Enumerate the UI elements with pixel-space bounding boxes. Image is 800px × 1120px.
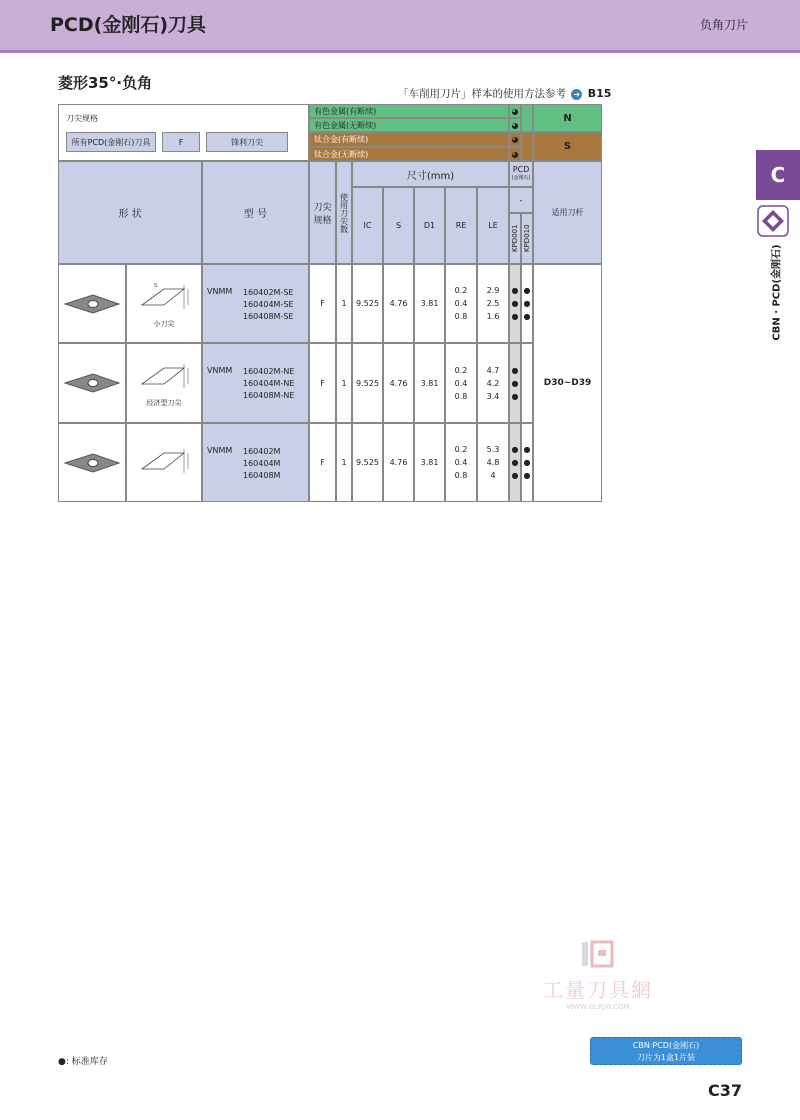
re-value: 0.8 [454,471,468,480]
section-title: 菱形35°·负角 [58,74,153,92]
material-row: 有色金属(有断续) [309,104,509,118]
group-s: S [533,132,602,161]
header-category: 负角刀片 [699,18,748,32]
le-value: 2.5 [486,299,500,308]
col-shape: 形 状 [58,161,202,264]
model-series: VNMM [207,366,233,375]
row-ic: 9.525 [352,264,383,343]
model-number: 160408M-NE [243,391,295,400]
insert-photo [58,343,126,423]
holder-value: D30~D39 [533,264,602,502]
row-d1: 3.81 [414,343,445,423]
re-value: 0.8 [454,312,468,321]
re-value: 0.2 [454,286,468,295]
header-divider [0,50,800,53]
stock-dot: ● [523,445,531,454]
model-number: 160402M-NE [243,367,295,376]
row-s: 4.76 [383,264,414,343]
material-spacer [521,104,533,132]
stock-dot: ● [523,286,531,295]
insert-photo [58,264,126,343]
spec-desc: 锋利刀尖 [206,132,288,152]
row-spec: F [309,423,336,502]
model-number: 160404M-NE [243,379,295,388]
grade-kpd001: KPD001 [509,213,521,264]
grade2-stock [521,264,533,343]
row-le [477,264,509,343]
suitability-mark: ◕ [509,147,521,161]
model-cell [202,264,309,343]
pcd-header [509,161,533,187]
suitability-mark: ◕ [509,104,521,118]
stock-dot: ● [511,471,519,480]
grade-kpd010: KPD010 [521,213,533,264]
row-ic: 9.525 [352,343,383,423]
row-re [445,423,477,502]
insert-photo-icon [63,451,121,475]
dim-d1: D1 [414,187,445,264]
model-series: VNMM [207,446,233,455]
row-le [477,423,509,502]
packaging-line2: 刀片为1盒1片装 [636,1053,696,1062]
insert-photo-icon [63,371,121,395]
stock-dot: ● [511,378,519,388]
model-cell [202,423,309,502]
row-count: 1 [336,423,352,502]
le-value: 5.3 [486,445,500,454]
watermark [538,940,658,1011]
grade2-stock [521,423,533,502]
page-title: PCD(金刚石)刀具 [50,14,207,36]
spec-code: F [162,132,200,152]
re-value: 0.4 [454,299,468,308]
row-ic: 9.525 [352,423,383,502]
pcd-dash: - [509,187,533,213]
stock-dot: ● [511,365,519,375]
row-s: 4.76 [383,423,414,502]
stock-legend: ●: 标准库存 [58,1057,108,1067]
suitability-mark: ◕ [509,132,521,147]
stock-dot: ● [511,445,519,454]
sketch-diagram-icon [134,358,194,398]
chapter-tab[interactable]: C [756,150,800,200]
row-re [445,264,477,343]
grade1-stock [509,343,521,423]
row-count: 1 [336,264,352,343]
le-value: 1.6 [486,312,500,321]
material-row: 钛合金(无断续) [309,147,509,161]
stock-dot: ● [511,458,519,467]
watermark-url: WWW.GLRJW.COM [566,1003,630,1011]
page-header [0,0,800,50]
dim-re: RE [445,187,477,264]
model-series: VNMM [207,287,233,296]
col-holder: 适用刀杆 [533,161,602,264]
sketch-diagram-icon [134,443,194,483]
col-spec: 刀尖规格 [309,161,336,264]
dim-ic: IC [352,187,383,264]
reference-text: 「车削用刀片」样本的使用方法参考 [398,88,566,100]
insert-photo [58,423,126,502]
stock-dot: ● [523,299,531,308]
side-category-label: CBN · PCD(金刚石) [771,244,783,341]
re-value: 0.2 [454,445,468,454]
row-le [477,343,509,423]
row-spec: F [309,264,336,343]
model-number: 160404M [243,459,281,468]
model-number: 160402M-SE [243,288,294,297]
row-re [445,343,477,423]
reference-page-link[interactable]: B15 [587,87,612,100]
row-count: 1 [336,343,352,423]
le-value: 2.9 [486,286,500,295]
model-number: 160402M [243,447,281,456]
row-s: 4.76 [383,343,414,423]
model-cell [202,343,309,423]
spec-label: 刀尖规格 [66,110,126,126]
grade1-stock [509,264,521,343]
insert-photo-icon [63,292,121,316]
le-value: 4.7 [486,365,500,375]
page-number: C37 [707,1081,742,1100]
insert-sketch [126,423,202,502]
dim-le: LE [477,187,509,264]
spec-all-pcd: 所有PCD(金刚石)刀具 [66,132,156,152]
sketch-diagram-icon [134,279,194,319]
le-value: 4.8 [486,458,500,467]
pcd-label: PCD [512,165,530,174]
stock-dot: ● [523,471,531,480]
dim-s: S [383,187,414,264]
watermark-logo-icon [578,940,618,970]
model-number: 160408M-SE [243,312,294,321]
suitability-mark: ◕ [509,118,521,132]
grade1-stock [509,423,521,502]
pcd-sublabel: (金刚石) [511,175,531,181]
col-count: 使用刀尖数 [336,161,352,264]
grade2-stock [521,343,533,423]
stock-dot: ● [511,286,519,295]
svg-text:S: S [154,282,158,289]
le-value: 4 [490,471,496,480]
insert-sketch [126,264,202,343]
le-value: 3.4 [486,391,500,401]
packaging-note [590,1037,742,1065]
model-number: 160404M-SE [243,300,294,309]
group-n: N [533,104,602,132]
re-value: 0.8 [454,391,468,401]
row-d1: 3.81 [414,423,445,502]
re-value: 0.2 [454,365,468,375]
stock-dot: ● [523,458,531,467]
product-table [58,104,602,502]
row-spec: F [309,343,336,423]
le-value: 4.2 [486,378,500,388]
material-spacer [521,132,533,161]
packaging-line1: CBN·PCD(金刚石) [632,1041,700,1050]
col-dims: 尺寸(mm) [352,161,509,187]
sketch-label: 小刀尖 [153,319,175,328]
stock-dot: ● [511,299,519,308]
re-value: 0.4 [454,378,468,388]
stock-dot: ● [511,391,519,401]
re-value: 0.4 [454,458,468,467]
sketch-label: 经济型刀尖 [146,399,182,407]
material-row: 钛合金(有断续) [309,132,509,147]
stock-dot: ● [523,312,531,321]
stock-dot: ● [511,312,519,321]
insert-sketch [126,343,202,423]
col-model: 型 号 [202,161,309,264]
watermark-text: 工量刀具網 [543,978,653,1002]
material-row: 有色金属(无断续) [309,118,509,132]
model-number: 160408M [243,471,281,480]
arrow-right-icon: ➔ [571,89,582,100]
row-d1: 3.81 [414,264,445,343]
reference-note [398,86,611,101]
